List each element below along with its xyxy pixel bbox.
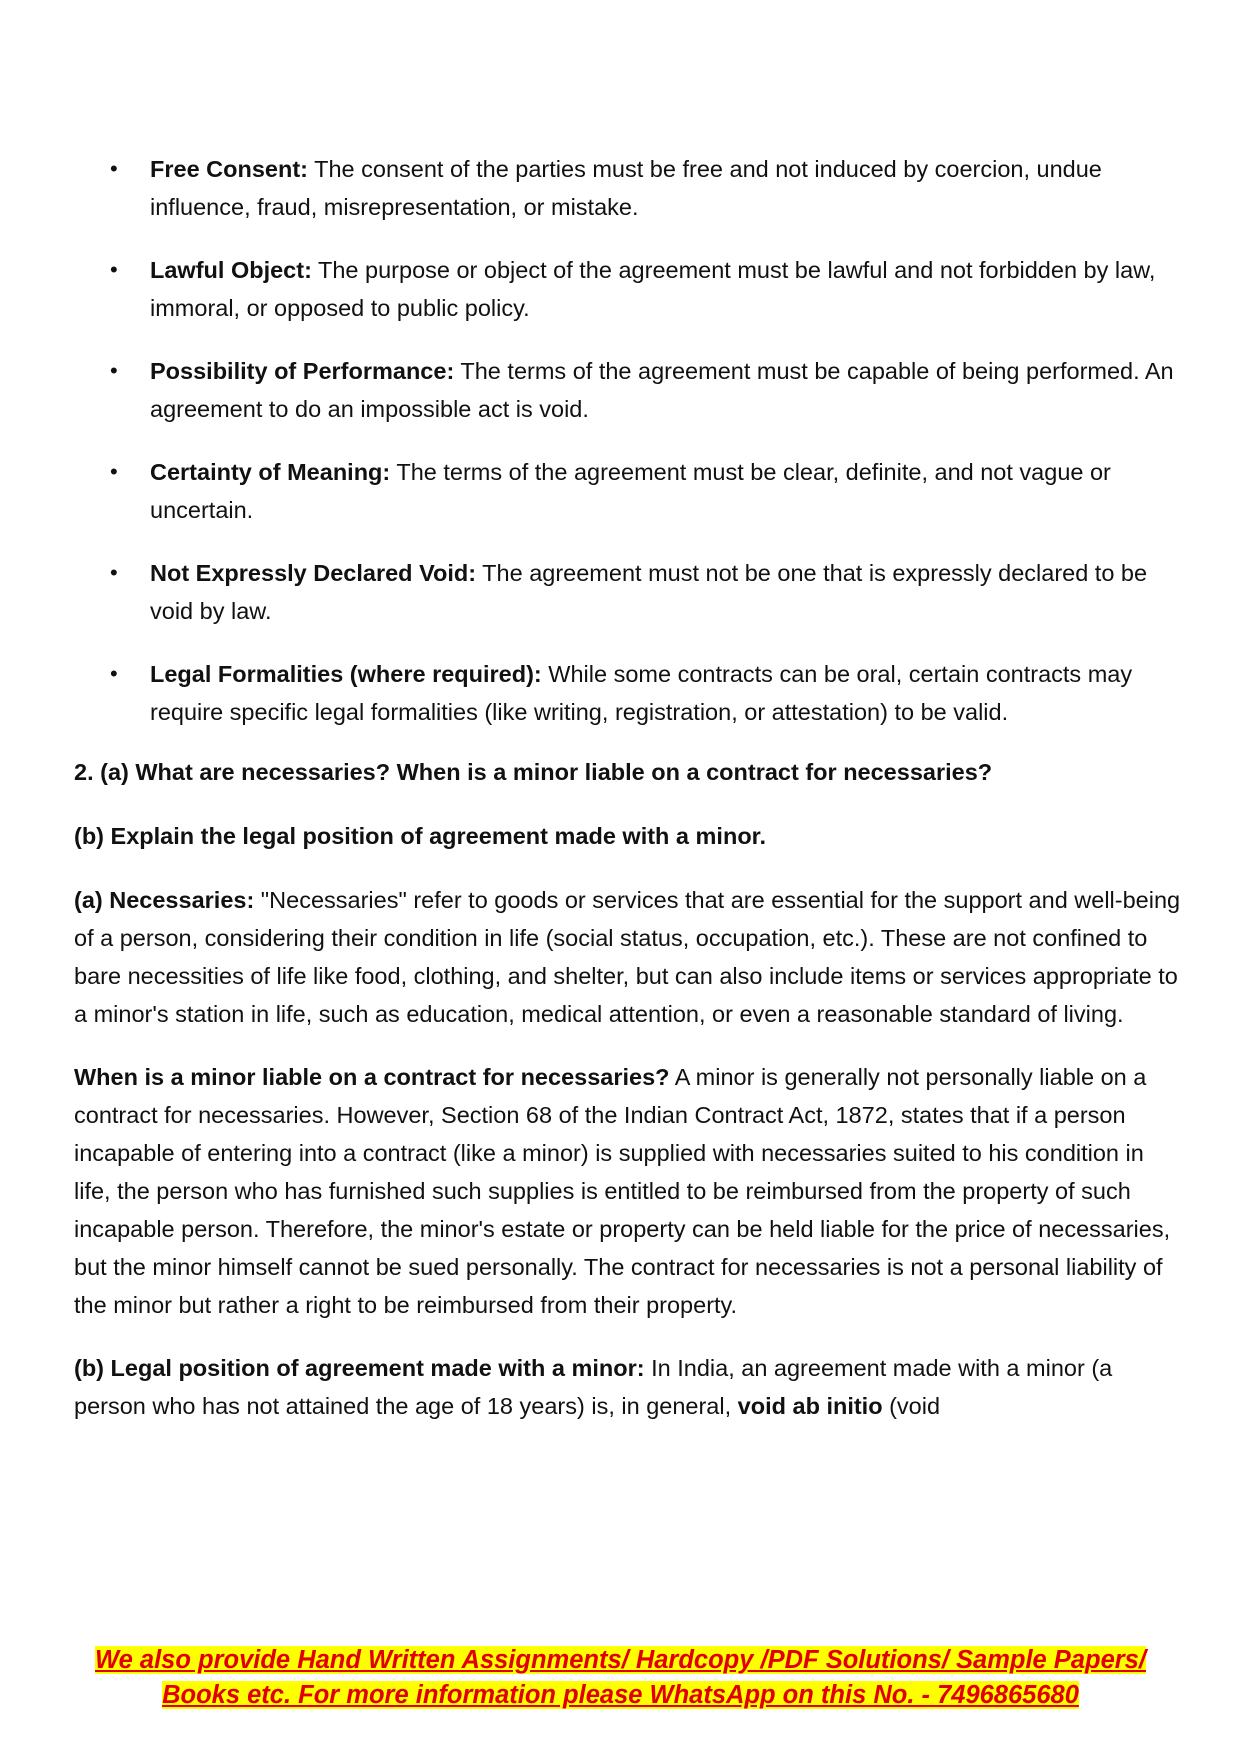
answer-minor-liability — [74, 1058, 1184, 1324]
answer-text: "Necessaries" refer to goods or services that are essential for the support and well-being of a person, considering their condition in life (social status, occupation, etc.). These are not confined to bare necessities of life like food, clothing, and shelter, but can also include items or services appropriate to a minor's station in life, such as education, medical attention, or even a reasonable standard of living. — [74, 887, 1181, 1027]
question-heading-b: (b) Explain the legal position of agreement made with a minor. — [74, 823, 767, 849]
list-item-text: The terms of the agreement must be clear, definite, and not vague or uncertain. — [150, 459, 1111, 523]
answer-text: In India, an agreement made with a minor (a person who has not attained the age of 18 years) is, in general, — [74, 1355, 1113, 1419]
promo-line-1: We also provide Hand Written Assignments/ Hardcopy /PDF Solutions/ Sample Papers/ — [95, 1646, 1146, 1674]
list-item-text: The terms of the agreement must be capable of being performed. An agreement to do an impossible act is void. — [150, 358, 1174, 422]
bullet-icon: • — [110, 661, 118, 686]
list-item — [74, 150, 1184, 226]
answer-legal-position — [74, 1349, 1184, 1425]
list-item-term: Possibility of Performance: — [150, 358, 455, 384]
list-item-text: The consent of the parties must be free and not induced by coercion, undue influence, fraud, misrepresentation, or mistake. — [150, 156, 1102, 220]
answer-term: (a) Necessaries: — [74, 887, 255, 913]
list-item-text: While some contracts can be oral, certain contracts may require specific legal formalities (like writing, registration, or attestation) to be valid. — [150, 661, 1133, 725]
list-item-term: Legal Formalities (where required): — [150, 661, 542, 687]
bullet-icon: • — [110, 560, 118, 585]
list-item — [74, 655, 1184, 731]
bullet-icon: • — [110, 459, 118, 484]
list-item-term: Not Expressly Declared Void: — [150, 560, 477, 586]
answer-tail: (void — [882, 1393, 941, 1419]
answer-emphasis: void ab initio — [737, 1393, 883, 1419]
answer-text: A minor is generally not personally liable on a contract for necessaries. However, Section 68 of the Indian Contract Act, 1872, states that if a person incapable of entering into a contract (like a minor) is supplied with necessaries suited to his condition in life, the person who has furnished such supplies is entitled to be reimbursed from the property of such incapable person. Therefore, the minor's estate or property can be held liable for the price of necessaries, but the minor himself cannot be sued personally. The contract for necessaries is not a personal liability of the minor but rather a right to be reimbursed from their property. — [74, 1064, 1171, 1318]
bullet-icon: • — [110, 156, 118, 181]
answer-term: When is a minor liable on a contract for necessaries? — [74, 1064, 670, 1090]
list-item-text: The agreement must not be one that is expressly declared to be void by law. — [150, 560, 1148, 624]
essentials-list — [74, 150, 1184, 731]
list-item-text: The purpose or object of the agreement must be lawful and not forbidden by law, immoral, or opposed to public policy. — [150, 257, 1156, 321]
question-heading-a: 2. (a) What are necessaries? When is a minor liable on a contract for necessaries? — [74, 759, 993, 785]
bullet-icon: • — [110, 257, 118, 282]
promo-line-2: Books etc. For more information please WhatsApp on this No. - 7496865680 — [162, 1681, 1079, 1709]
list-item-term: Certainty of Meaning: — [150, 459, 391, 485]
bullet-icon: • — [110, 358, 118, 383]
list-item — [74, 554, 1184, 630]
list-item-term: Lawful Object: — [150, 257, 312, 283]
list-item — [74, 251, 1184, 327]
answer-term: (b) Legal position of agreement made with a minor: — [74, 1355, 645, 1381]
list-item-term: Free Consent: — [150, 156, 308, 182]
answer-necessaries — [74, 881, 1184, 1033]
list-item — [74, 352, 1184, 428]
promo-footer — [0, 1643, 1241, 1713]
list-item — [74, 453, 1184, 529]
page-content — [74, 150, 1184, 1450]
